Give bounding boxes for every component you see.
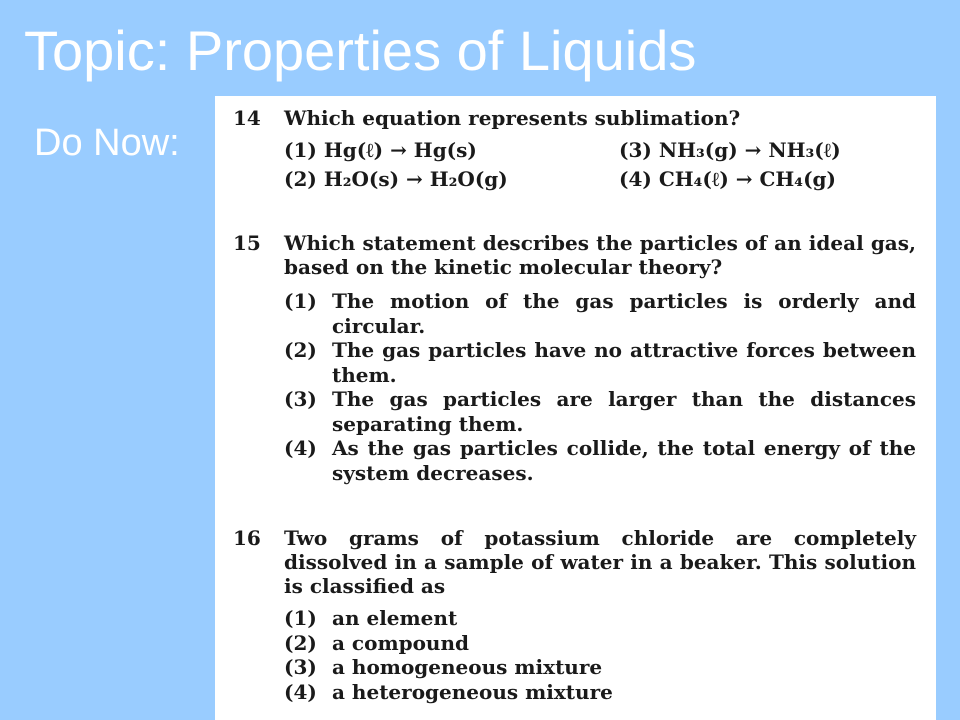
choice-3: (3) a homogeneous mixture xyxy=(284,655,603,679)
question-number: 14 xyxy=(233,106,261,130)
answer-choices xyxy=(284,606,916,704)
choice-2: (2) a compound xyxy=(284,630,469,655)
slide-title: Topic: Properties of Liquids xyxy=(24,19,697,82)
choice-1: (1) The motion of the gas particles is orderly and circular. xyxy=(284,289,916,338)
question-text: Which equation represents sublimation? xyxy=(284,106,741,130)
choice-4: (4) a heterogeneous mixture xyxy=(284,679,613,704)
worksheet-image xyxy=(215,96,936,720)
question-text: Two grams of potassium chloride are completely dissolved in a sample of water in a beaker. This solution is classified as xyxy=(284,526,916,598)
question-number: 15 xyxy=(233,231,261,255)
choice-2: (2) The gas particles have no attractive forces between them. xyxy=(284,338,916,387)
choice-3: (3) NH₃(g) → NH₃(ℓ) xyxy=(619,138,841,162)
choice-4: (4) As the gas particles collide, the total energy of the system decreases. xyxy=(284,436,916,485)
answer-choices xyxy=(284,289,916,485)
question-number: 16 xyxy=(233,526,261,550)
question-text: Which statement describes the particles of an ideal gas, based on the kinetic molecular theory? xyxy=(284,231,916,279)
choice-3: (3) The gas particles are larger than the distances separating them. xyxy=(284,387,916,436)
choice-4: (4) CH₄(ℓ) → CH₄(g) xyxy=(619,167,836,191)
choice-1: (1) Hg(ℓ) → Hg(s) xyxy=(284,138,477,162)
choice-2: (2) H₂O(s) → H₂O(g) xyxy=(284,167,508,191)
choice-1: (1) an element xyxy=(284,606,458,630)
do-now-label: Do Now: xyxy=(34,122,180,164)
